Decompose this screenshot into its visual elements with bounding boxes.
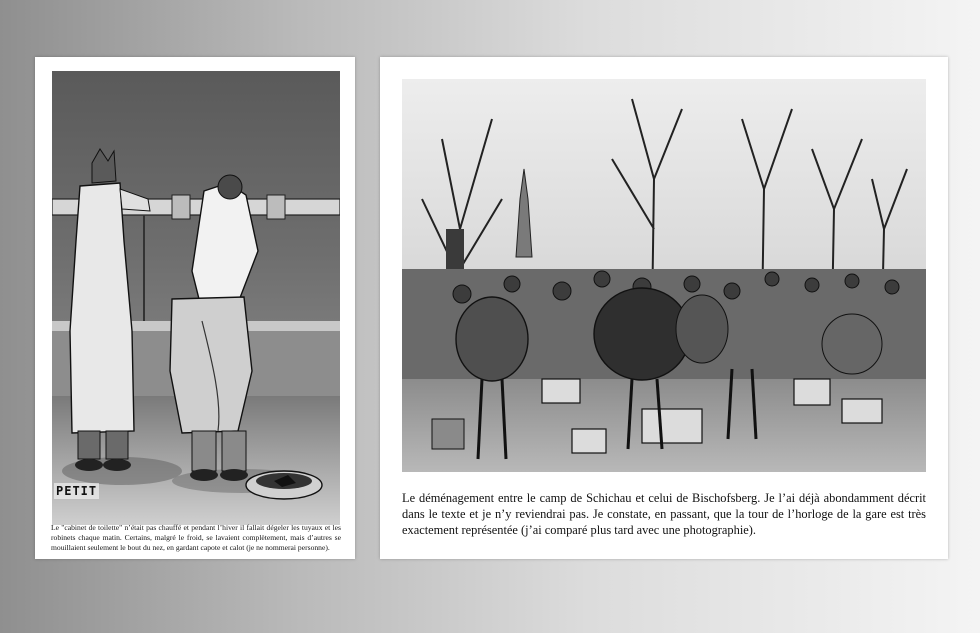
washroom-illustration	[52, 71, 340, 525]
right-caption: Le déménagement entre le camp de Schichau et celui de Bischofsberg. Je l’ai déjà abondamment décrit dans le texte et je n’y reviendrai pas. Je constate, en passant, que la tour de l’horloge de la gare est très exactement représentée (j’ai comparé plus tard avec une photographie).	[402, 491, 926, 537]
station-crowd-drawing	[402, 79, 926, 472]
left-page	[35, 57, 355, 559]
station-illustration	[402, 79, 926, 472]
washroom-drawing	[52, 71, 340, 525]
right-page	[380, 57, 948, 559]
artist-signature: PETIT	[56, 484, 98, 498]
left-caption: Le "cabinet de toilette" n’était pas chauffé et pendant l’hiver il fallait dégeler les tuyaux et les robinets chaque matin. Certains, malgré le froid, se lavaient complètement, mais d’autres se mouillaient seulement le bout du nez, en gardant capote et calot (je ne nommerai personne).	[51, 523, 341, 552]
